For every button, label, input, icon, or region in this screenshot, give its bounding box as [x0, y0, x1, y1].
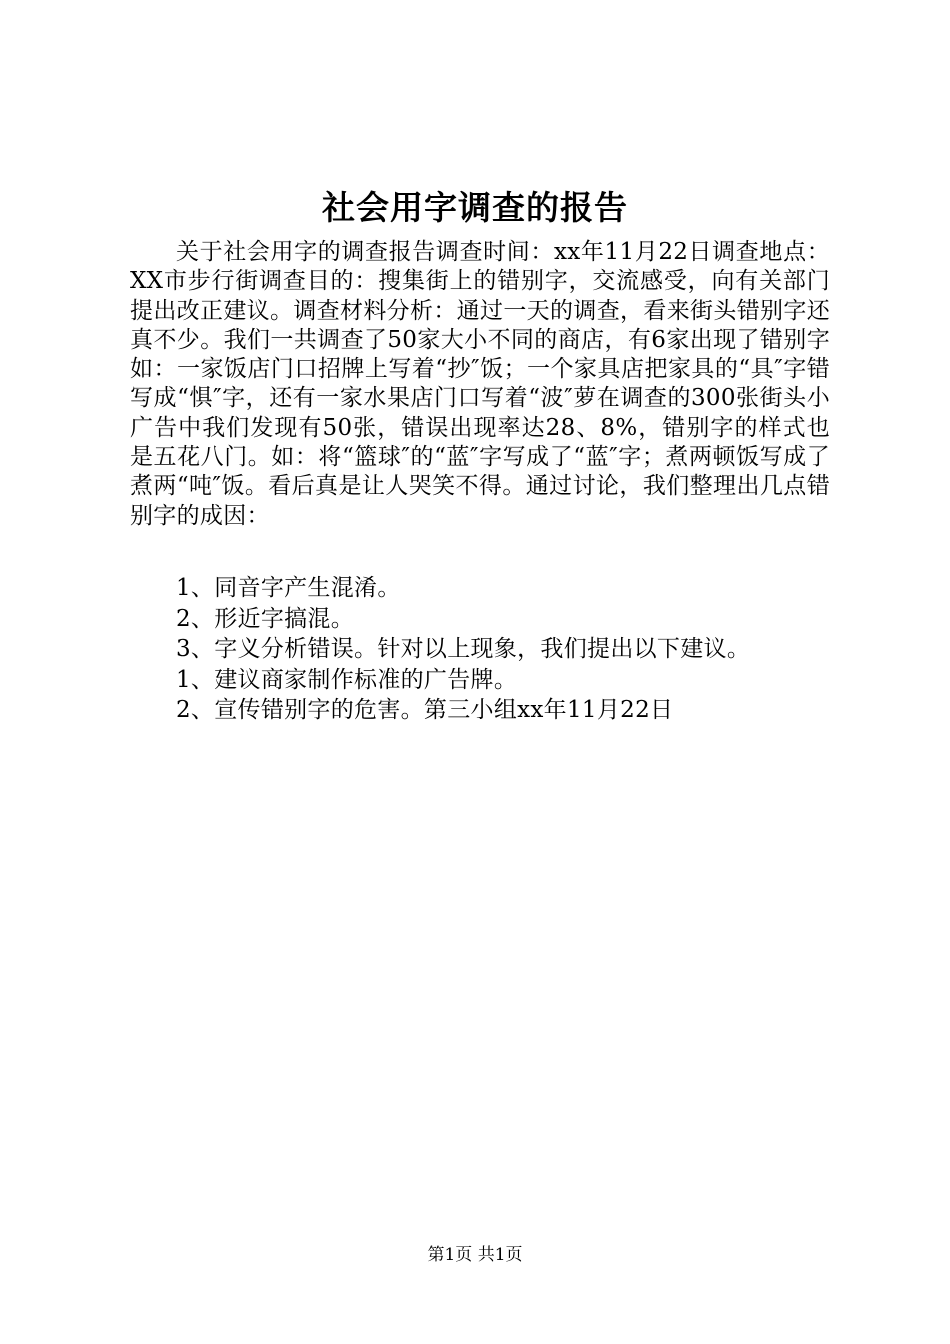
cause-and-suggestion-list [176, 573, 836, 726]
list-item: 2、宣传错别字的危害。第三小组xx年11月22日 [176, 697, 674, 724]
list-item: 3、字义分析错误。针对以上现象，我们提出以下建议。 [176, 636, 751, 663]
document-title: 社会用字调查的报告 [322, 188, 628, 227]
body-paragraph: 关于社会用字的调查报告调查时间：xx年11月22日调查地点：XX市步行街调查目的：搜集街上的错别字，交流感受，向有关部门提出改正建议。调查材料分析：通过一天的调查，看来街头错别字还真不少。我们一共调查了50家大小不同的商店，有6家出现了错别字如：一家饭店门口招牌上写着“抄″饭；一个家具店把家具的“具″字错写成“惧″字，还有一家水果店门口写着“波″萝在调查的300张街头小广告中我们发现有50张，错误出现率达28、8%，错别字的样式也是五花八门。如：将“篮球″的“蓝″字写成了“蓝″字；煮两顿饭写成了煮两“吨″饭。看后真是让人哭笑不得。通过讨论，我们整理出几点错别字的成因： [130, 239, 830, 529]
list-item: 2、形近字搞混。 [176, 605, 355, 632]
list-item: 1、建议商家制作标准的广告牌。 [176, 666, 518, 693]
list-item: 1、同音字产生混淆。 [176, 575, 401, 601]
page-number-footer: 第1页 共1页 [427, 1245, 523, 1265]
